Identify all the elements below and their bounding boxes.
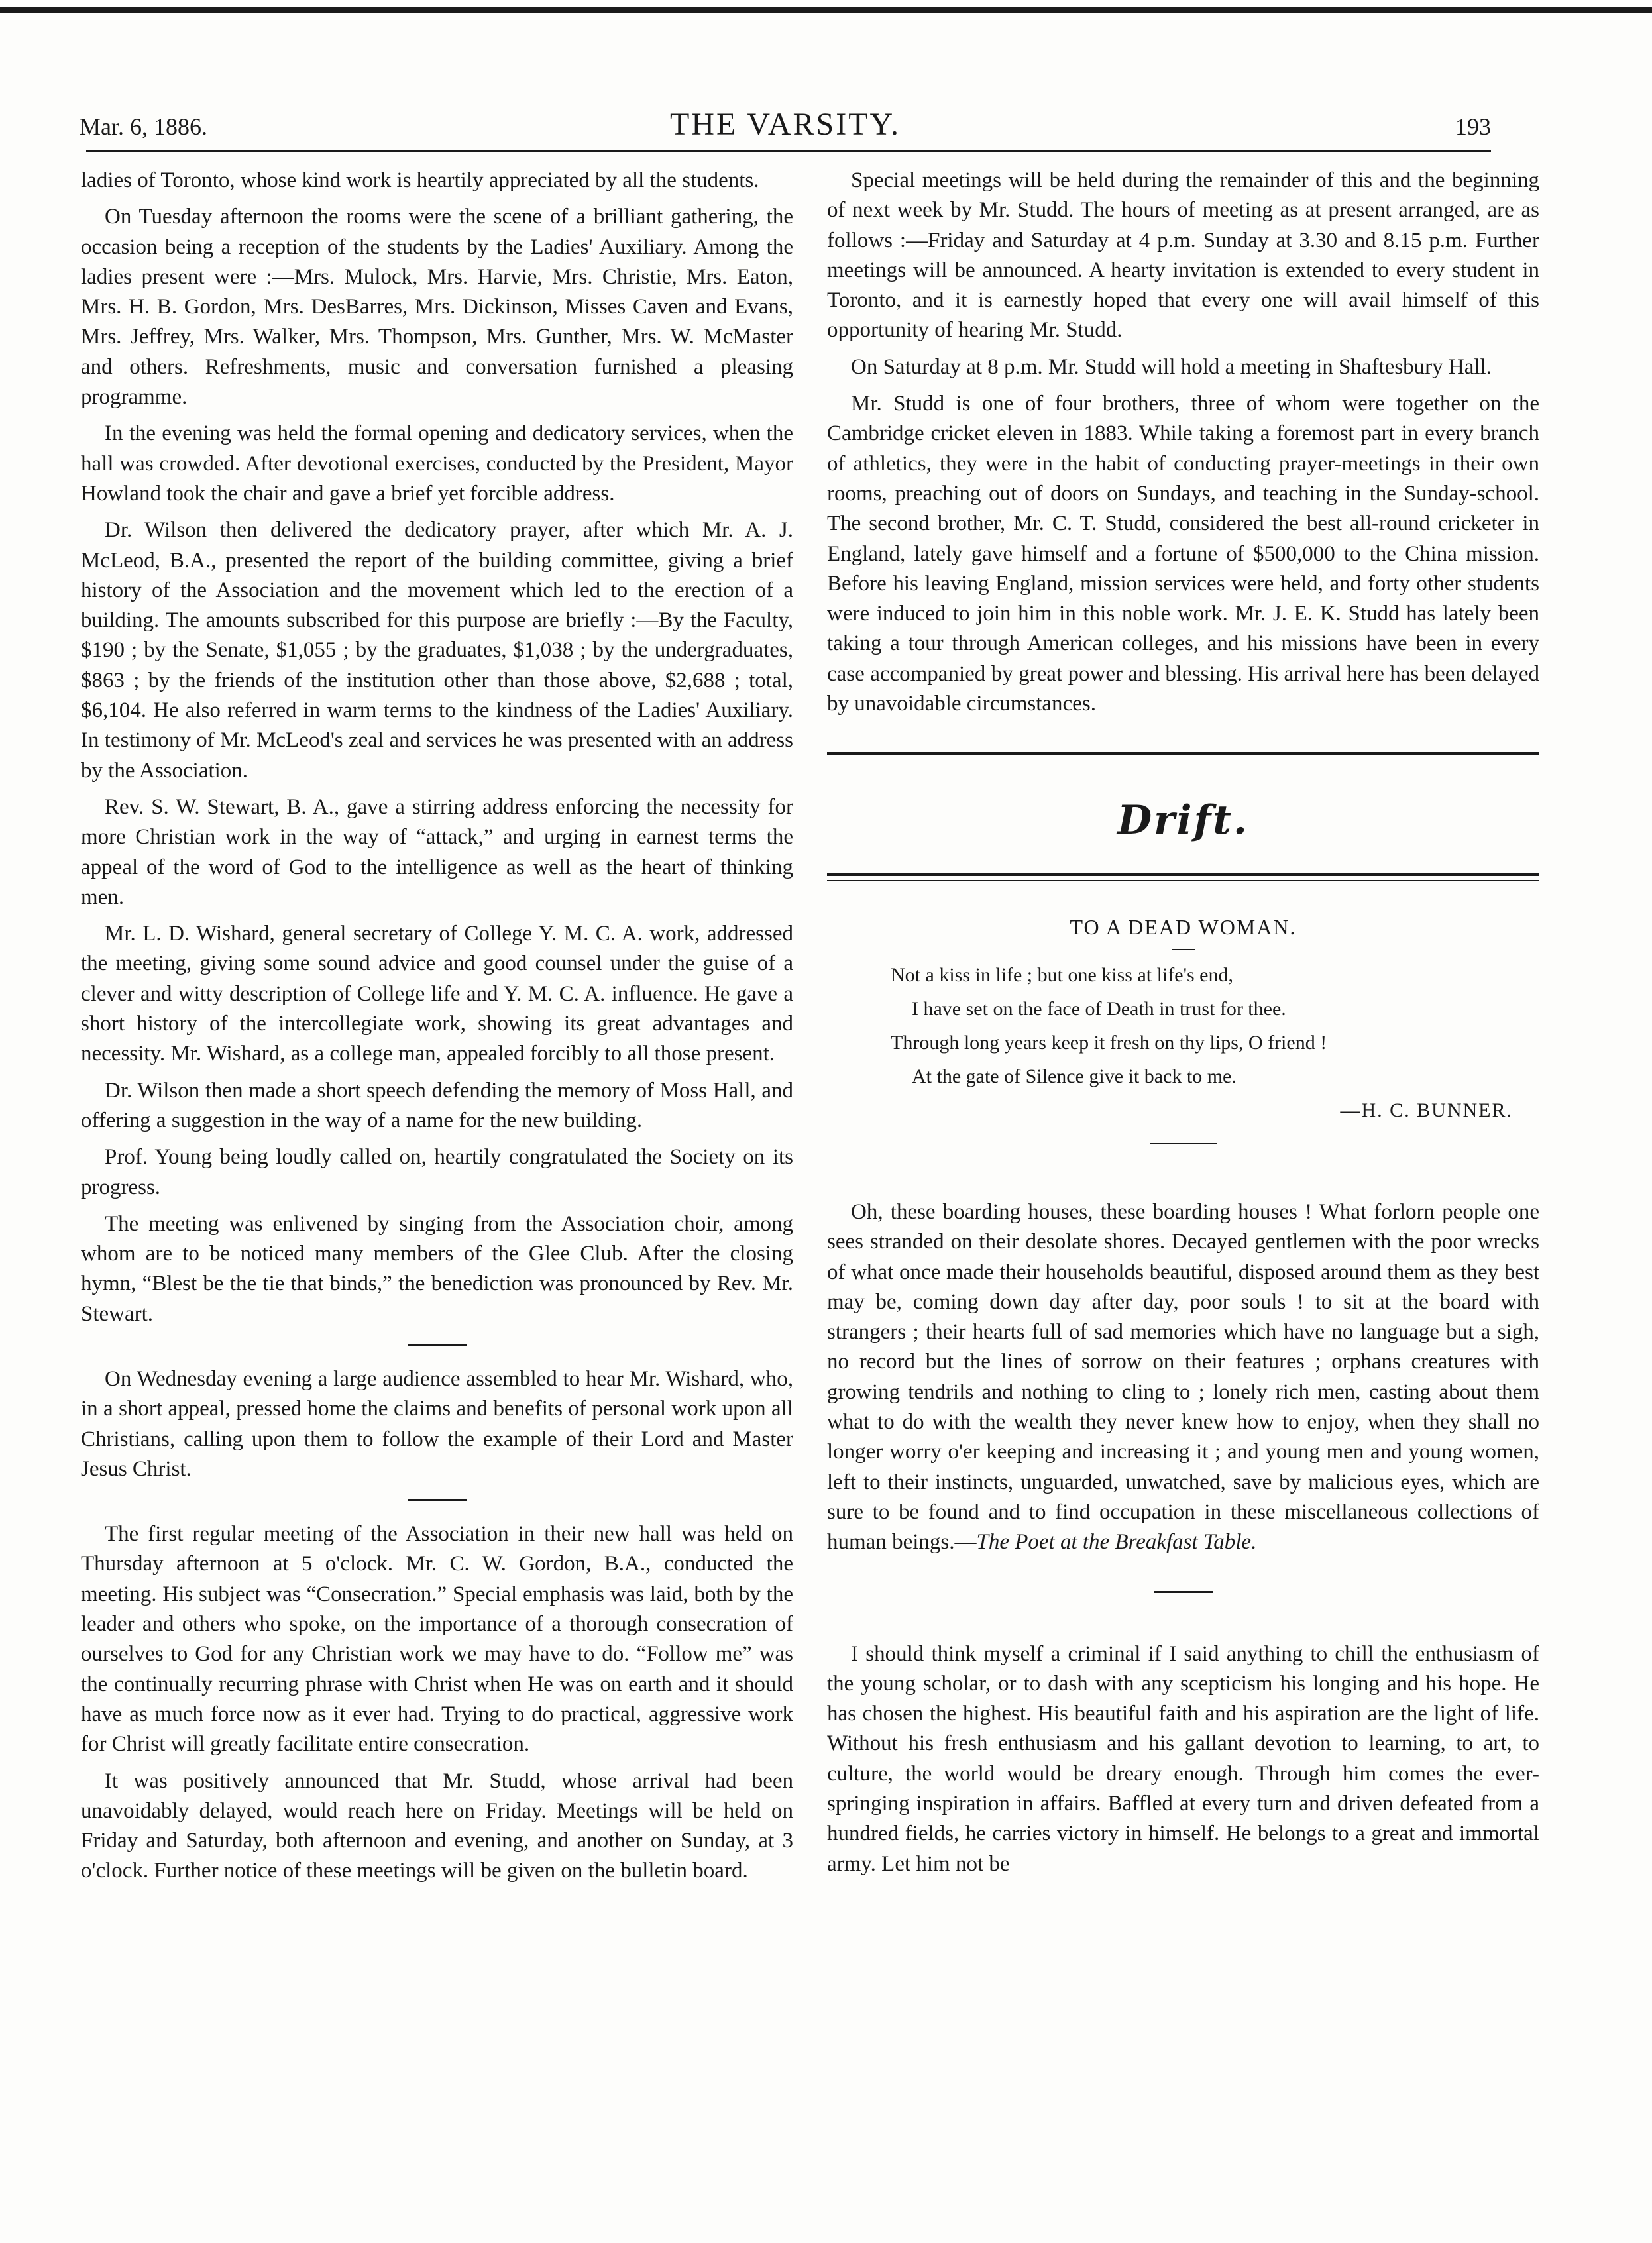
- right-column: [827, 166, 1539, 1886]
- left-column: [81, 166, 793, 1893]
- paragraph: On Wednesday evening a large audience assembled to hear Mr. Wishard, who, in a short appeal, pressed home the claims and benefits of personal work upon all Christians, calling upon them to follow the example of their Lord and Master Jesus Christ.: [81, 1366, 793, 1481]
- spacer: [827, 726, 1539, 752]
- poem-title: TO A DEAD WOMAN.: [1070, 914, 1297, 939]
- excerpt-source: The Poet at the Breakfast Table.: [976, 1530, 1257, 1555]
- paragraph: Rev. S. W. Stewart, B. A., gave a stirring address enforcing the necessity for more Christian work in the way of “attack,” and urging in earnest terms the appeal of the word of God to the intelligence as well as the heart of thinking men.: [81, 794, 793, 909]
- page-top-border: [0, 7, 1652, 13]
- page-number: 193: [1455, 113, 1491, 140]
- poem-end-rule: [1150, 1143, 1217, 1144]
- section-divider: [408, 1499, 467, 1501]
- paragraph: The meeting was enlivened by singing from the Association choir, among whom are to be noticed many members of the Glee Club. After the closing hymn, “Blest be the tie that binds,” the benediction was pronounced by Rev. Mr. Stewart.: [81, 1211, 793, 1326]
- poem-line: I have set on the face of Death in trust for thee.: [912, 997, 1286, 1020]
- excerpt-text: Oh, these boarding houses, these boarding houses ! What forlorn people one sees stranded on their desolate shores. Decayed gentlemen with the poor wrecks of what once made their households beautiful, disposed around them as they best may be, coming down day after day, poor souls ! to sit at the board with strangers ; their hearts full of sad memories which have no language but a sigh, no record but the lines of sorrow on their features ; orphans creatures with growing tendrils and nothing to cling to ; lonely rich men, casting about them what to do with the wealth they never knew how to enjoy, when they shall no longer worry o'er keeping and increasing it ; and young men and young women, left to their instincts, unguarded, unwatched, save by malicious eyes, which are sure to be found and to find occupation in these miscellaneous collections of human beings.—: [827, 1199, 1539, 1555]
- section-rule-top: [827, 752, 1539, 759]
- section-rule-bottom: [827, 873, 1539, 881]
- paragraph: On Saturday at 8 p.m. Mr. Studd will hold a meeting in Shaftesbury Hall.: [851, 355, 1492, 379]
- poem-line: At the gate of Silence give it back to me.: [912, 1065, 1237, 1087]
- paragraph: Dr. Wilson then made a short speech defending the memory of Moss Hall, and offering a suggestion in the way of a name for the new building.: [81, 1078, 793, 1132]
- paragraph: The first regular meeting of the Association in their new hall was held on Thursday afternoon at 5 o'clock. Mr. C. W. Gordon, B.A., conducted the meeting. His subject was “Consecration.” Special emphasis was laid, both by the leader and others who spoke, on the importance of a thorough consecration of ourselves to God for any Christian work we may have to do. “Follow me” was the continually recurring phrase with Christ when He was on earth and it should have as much force now as it ever had. Trying to do practical, aggressive work for Christ will greatly facilitate entire consecration.: [81, 1522, 793, 1757]
- poem-line: Not a kiss in life ; but one kiss at life's end,: [891, 963, 1234, 986]
- paragraph: In the evening was held the formal opening and dedicatory services, when the hall was crowded. After devotional exercises, conducted by the President, Mayor Howland took the chair and gave a brief yet forcible address.: [81, 421, 793, 506]
- paragraph: On Tuesday afternoon the rooms were the scene of a brilliant gathering, the occasion being a reception of the students by the Ladies' Auxiliary. Among the ladies present were :—Mrs. Mulock, Mrs. Harvie, Mrs. Christie, Mrs. Eaton, Mrs. H. B. Gordon, Mrs. DesBarres, Mrs. Dickinson, Misses Caven and Evans, Mrs. Jeffrey, Mrs. Walker, Mrs. Thompson, Mrs. Gunther, Mrs. W. McMaster and others. Refreshments, music and conversation furnished a pleasing programme.: [81, 205, 793, 410]
- paragraph: It was positively announced that Mr. Studd, whose arrival had been unavoidably delayed, would reach here on Friday. Meetings will be held on Friday and Saturday, both afternoon and evening, and another on Sunday, at 3 o'clock. Further notice of these meetings will be given on the bulletin board.: [81, 1769, 793, 1883]
- section-divider: [408, 1344, 467, 1346]
- poem-line: Through long years keep it fresh on thy lips, O friend !: [891, 1031, 1327, 1054]
- drift-heading: Drift.: [1117, 797, 1249, 844]
- excerpt-paragraph: [827, 1197, 1539, 1558]
- paragraph: Mr. Studd is one of four brothers, three of whom were together on the Cambridge cricket eleven in 1883. While taking a foremost part in every branch of athletics, they were in the habit of conducting prayer-meetings in their own rooms, preaching out of doors on Sundays, and teaching in the Sunday-school. The second brother, Mr. C. T. Studd, considered the best all-round cricketer in England, lately gave himself and a fortune of $500,000 to the China mission. Before his leaving England, mission services were held, and forty other students were induced to join him in this noble work. Mr. J. E. K. Studd has lately been taking a tour through American colleges, and his missions have been in every case accompanied by great power and blessing. His arrival here has been delayed by unavoidable circumstances.: [827, 392, 1539, 716]
- excerpt-paragraph: I should think myself a criminal if I said anything to chill the enthusiasm of the young scholar, or to dash with any scepticism his longing and his hope. He has chosen the highest. His beautiful faith and his aspiration are the light of life. Without his fresh enthusiasm and his gallant devotion to learning, to art, to culture, the world would be dreary enough. Through him comes the ever-springing inspiration in affairs. Baffled at every turn and driven defeated from a hundred fields, he carries victory in himself. He belongs to a great and immortal army. Let him not be: [827, 1641, 1539, 1876]
- header-rule: [86, 150, 1491, 152]
- poem-title-dash: [1172, 949, 1195, 950]
- paragraph: Prof. Young being loudly called on, heartily congratulated the Society on its progress.: [81, 1145, 793, 1199]
- paragraph: Dr. Wilson then delivered the dedicatory prayer, after which Mr. A. J. McLeod, B.A., presented the report of the building committee, giving a brief history of the Association and the movement which led to the erection of a building. The amounts subscribed for this purpose are briefly :—By the Faculty, $190 ; by the Senate, $1,055 ; by the graduates, $1,038 ; by the undergraduates, $863 ; by the friends of the institution other than those above, $2,688 ; total, $6,104. He also referred in warm terms to the kindness of the Ladies' Auxiliary. In testimony of Mr. McLeod's zeal and services he was presented with an address by the Association.: [81, 518, 793, 783]
- poem-attribution: —H. C. BUNNER.: [1340, 1099, 1513, 1121]
- section-divider: [1154, 1591, 1213, 1593]
- paragraph: Mr. L. D. Wishard, general secretary of College Y. M. C. A. work, addressed the meeting, giving some sound advice and good counsel under the guise of a clever and witty description of College life and Y. M. C. A. influence. He gave a short history of the intercollegiate work, showing its great advantages and necessity. Mr. Wishard, as a college man, appealed forcibly to all those present.: [81, 922, 793, 1066]
- paragraph: Special meetings will be held during the remainder of this and the beginning of next week by Mr. Studd. The hours of meeting as at present arranged, are as follows :—Friday and Saturday at 4 p.m. Sunday at 3.30 and 8.15 p.m. Further meetings will be announced. A hearty invitation is extended to every student in Toronto, and it is earnestly hoped that every one will avail himself of this opportunity of hearing Mr. Studd.: [827, 168, 1539, 343]
- paragraph: ladies of Toronto, whose kind work is heartily appreciated by all the students.: [81, 168, 759, 192]
- masthead-title: THE VARSITY.: [669, 107, 901, 142]
- issue-date: Mar. 6, 1886.: [80, 113, 207, 140]
